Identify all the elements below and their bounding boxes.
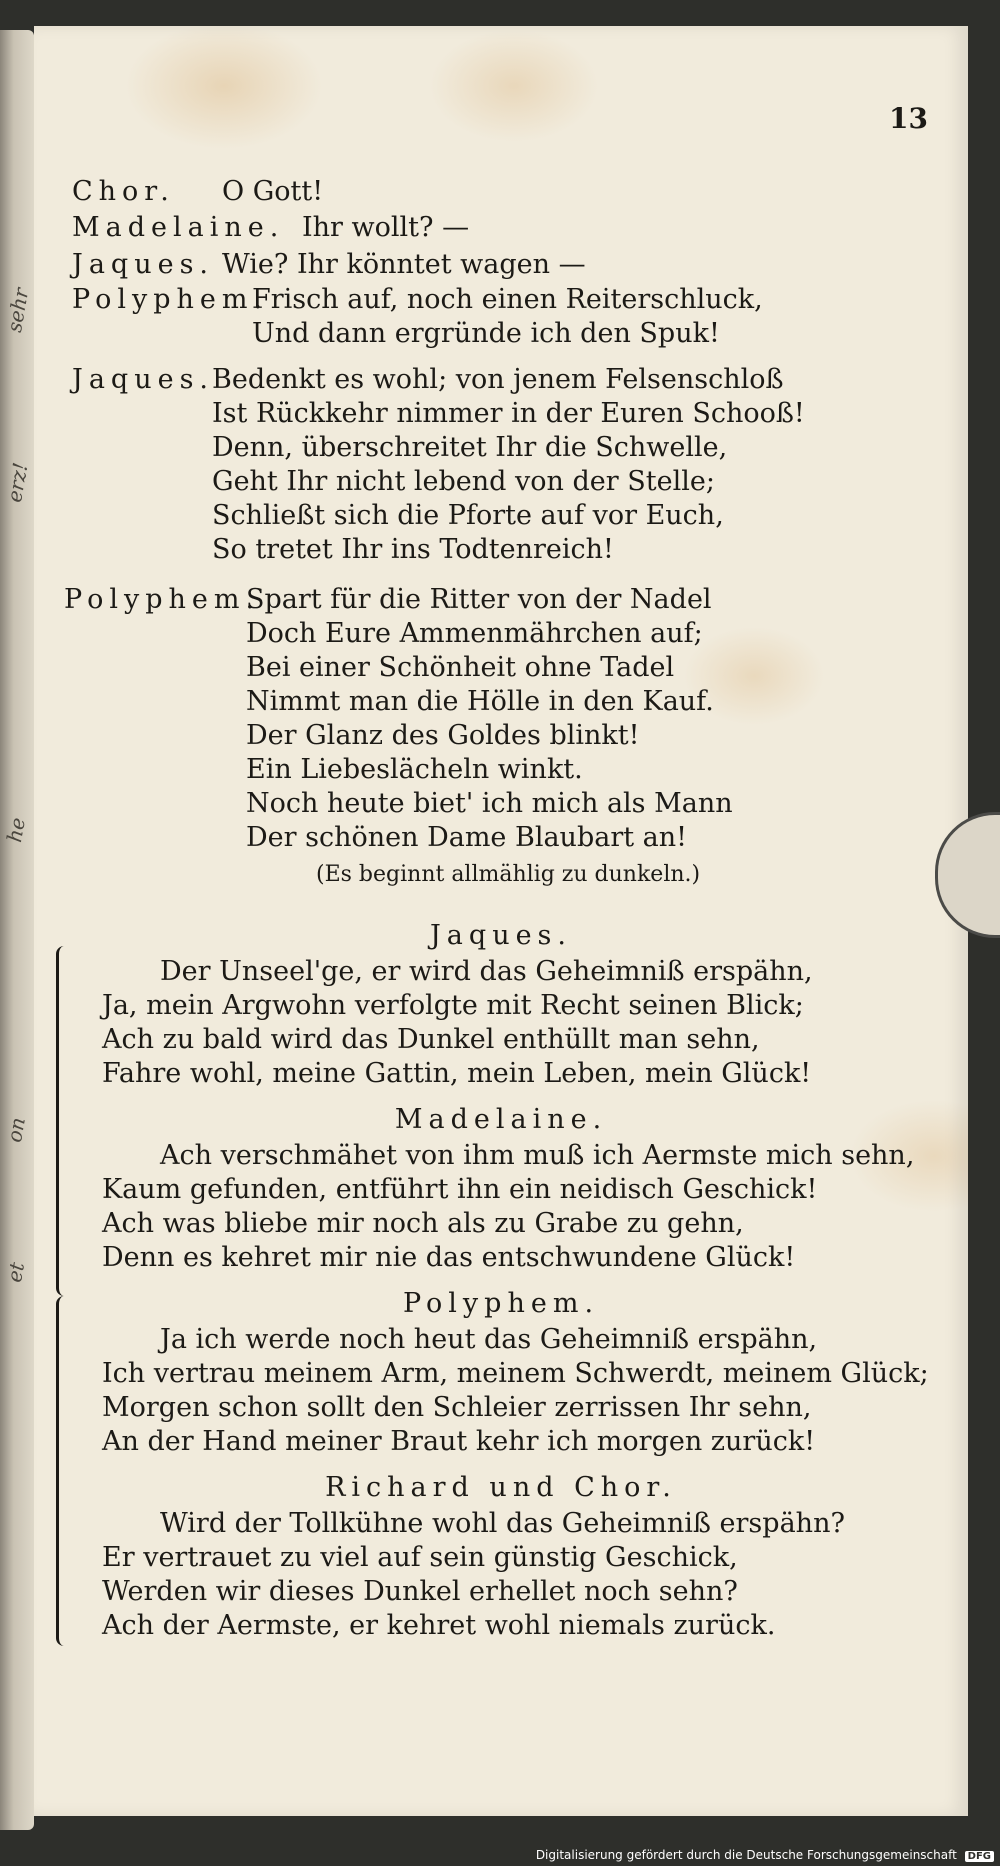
dialogue-line: Schließt sich die Pforte auf vor Euch, [212,500,724,531]
speaker-label: Chor. [72,176,175,207]
dialogue-line: Doch Eure Ammenmährchen auf; [246,618,703,649]
credit-text: Digitalisierung gefördert durch die Deutsche Forschungsgemeinschaft [535,1848,957,1862]
ensemble-line: Werden wir dieses Dunkel erhellet noch sehn? [102,1576,738,1607]
ensemble-line: Denn es kehret mir nie das entschwundene Glück! [102,1242,796,1273]
ensemble-line: Wird der Tollkühne wohl das Geheimniß erspähn? [160,1508,845,1539]
ensemble-speaker: Jaques. [429,920,572,951]
dialogue-line: Frisch auf, noch einen Reiterschluck, [252,284,763,315]
ensemble-line: Ja, mein Argwohn verfolgte mit Recht seinen Blick; [102,990,804,1021]
dialogue-line: Wie? Ihr könntet wagen — [222,249,586,280]
dialogue-line: Ihr wollt? — [302,212,470,243]
digitization-credit [536,1848,994,1862]
margin-note: on [2,1115,30,1145]
speaker-label: Polyphem. [72,284,269,315]
stage-direction: (Es beginnt allmählig zu dunkeln.) [316,862,701,887]
ensemble-line: Ach verschmähet von ihm muß ich Aermste mich sehn, [160,1140,915,1171]
ensemble-speaker: Richard und Chor. [325,1472,677,1503]
dialogue-line: Ein Liebeslächeln winkt. [246,754,583,785]
ensemble-line: Kaum gefunden, entführt ihn ein neidisch Geschick! [102,1174,818,1205]
ensemble-line: Der Unseel'ge, er wird das Geheimniß erspähn, [160,956,813,987]
ensemble-line: Morgen schon sollt den Schleier zerrissen Ihr sehn, [102,1392,812,1423]
speaker-label: Polyphem. [64,584,261,615]
dfg-logo: DFG [965,1851,994,1862]
dialogue-line: Und dann ergründe ich den Spuk! [252,318,720,349]
ensemble-line: Fahre wohl, meine Gattin, mein Leben, mein Glück! [102,1058,812,1089]
dialogue-line: Der Glanz des Goldes blinkt! [246,720,640,751]
ensemble-line: Ich vertrau meinem Arm, meinem Schwerdt, meinem Glück; [102,1358,929,1389]
page-number: 13 [889,102,928,135]
left-page-edge [0,30,34,1830]
book-page [34,26,968,1816]
dialogue-line: Der schönen Dame Blaubart an! [246,822,688,853]
dialogue-line: Denn, überschreitet Ihr die Schwelle, [212,432,728,463]
dialogue-line: Bedenkt es wohl; von jenem Felsenschloß [212,364,784,395]
margin-note: et [2,1260,30,1285]
dialogue-line: Geht Ihr nicht lebend von der Stelle; [212,466,715,497]
ensemble-speaker: Polyphem. [402,1288,600,1319]
speaker-label: Jaques. [72,364,215,395]
ensemble-line: Er vertrauet zu viel auf sein günstig Geschick, [102,1542,738,1573]
dialogue-line: Bei einer Schönheit ohne Tadel [246,652,675,683]
dialogue-line: Nimmt man die Hölle in den Kauf. [246,686,714,717]
dialogue-line: O Gott! [222,176,324,207]
speaker-label: Jaques. [72,249,215,280]
ensemble-line: An der Hand meiner Braut kehr ich morgen zurück! [102,1426,816,1457]
margin-note: erz! [2,460,33,505]
margin-note: he [2,815,30,845]
speaker-label: Madelaine. [72,212,285,243]
ensemble-line: Ach der Aermste, er kehret wohl niemals zurück. [102,1610,776,1641]
dialogue-line: Noch heute biet' ich mich als Mann [246,788,733,819]
ensemble-brace [56,1296,67,1646]
dialogue-line: Spart für die Ritter von der Nadel [246,584,712,615]
ensemble-line: Ach zu bald wird das Dunkel enthüllt man sehn, [102,1024,760,1055]
ensemble-speaker: Madelaine. [394,1104,608,1135]
ensemble-line: Ja ich werde noch heut das Geheimniß erspähn, [160,1324,818,1355]
ensemble-line: Ach was bliebe mir noch als zu Grabe zu gehn, [102,1208,744,1239]
margin-note: sehr [2,286,34,335]
dialogue-line: So tretet Ihr ins Todtenreich! [212,534,614,565]
dialogue-line: Ist Rückkehr nimmer in der Euren Schooß! [212,398,805,429]
